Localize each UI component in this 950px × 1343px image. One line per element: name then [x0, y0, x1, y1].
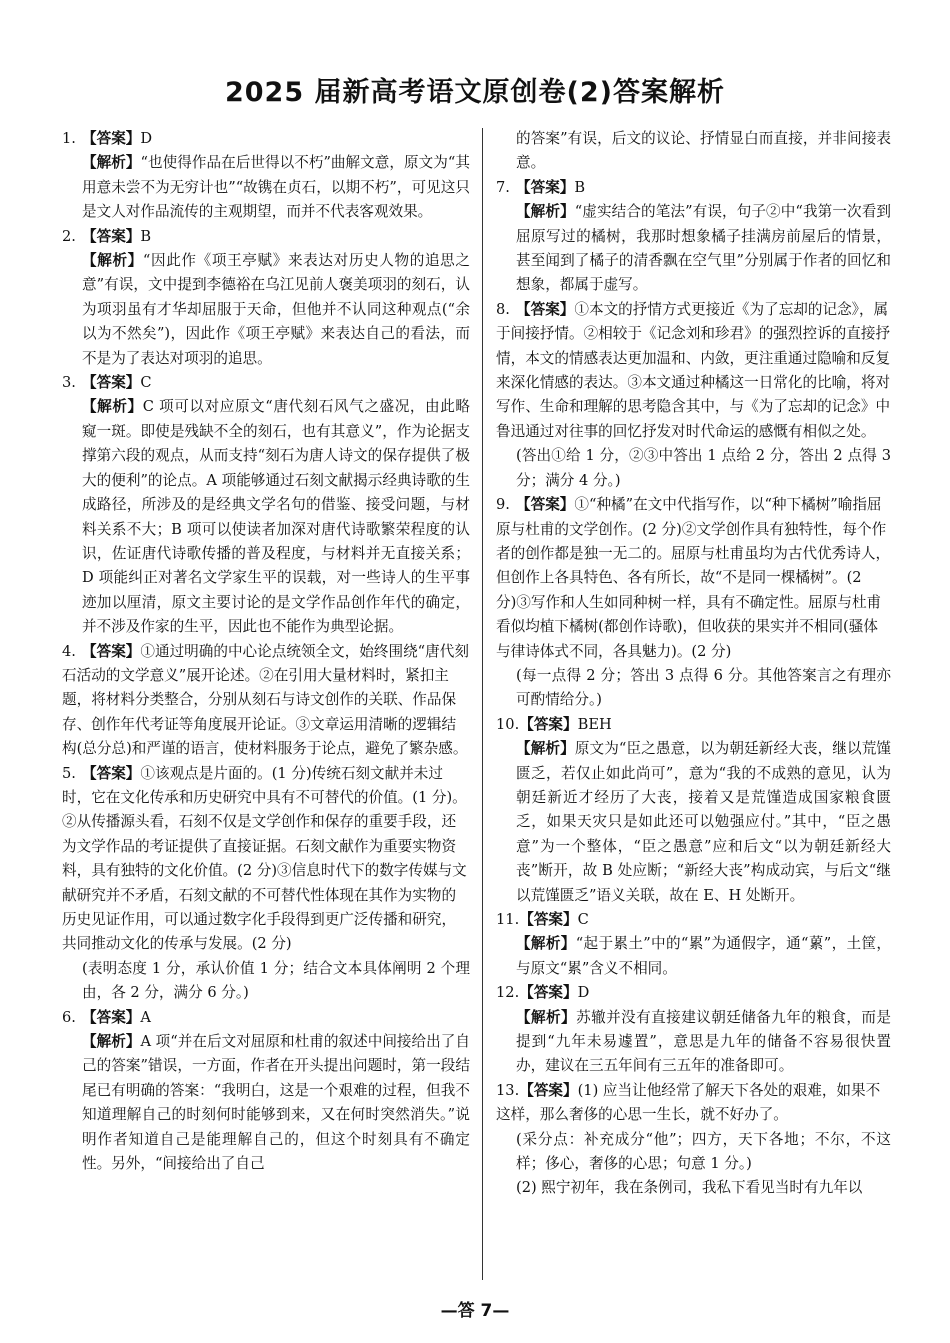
body-text: (采分点：补充成分“他”；四方，天下各地；不尔，不这样；侈心，奢侈的心思；句意 1 分。) — [516, 1130, 891, 1173]
label-tag: 【解析】 — [516, 203, 575, 221]
label-tag: 【解析】 — [82, 398, 143, 416]
label-tag: 【答案】 — [519, 715, 578, 733]
question-number: 2. — [62, 227, 76, 245]
question-number: 3. — [62, 374, 76, 392]
label-tag: 【答案】 — [519, 984, 578, 1002]
body-text: “也使得作品在后世得以不朽”曲解文意，原文为“其用意未尝不为无穷计也”“故镌在贞石，以期不朽”，可见这只是文人对作品流传的主观期望，而并不代表客观效果。 — [82, 154, 470, 221]
label-tag: 【答案】 — [519, 911, 578, 928]
left-column — [62, 127, 470, 1176]
body-text: ①本文的抒情方式更接近《为了忘却的记念》，属于间接抒情。②相较于《记念刘和珍君》的强烈控诉的直接抒情，本文的情感表达更加温和、内敛，更注重通过隐喻和反复来深化情感的表达。③本文通过种橘这一日常化的比喻，将对写作、生命和理解的思考隐含其中，与《为了忘却的记念》中鲁迅通过对往事的回忆抒发对时代命运的感慨有相似之处。 — [496, 300, 891, 440]
body-text: ①该观点是片面的。(1 分)传统石刻文献并未过时，它在文化传承和历史研究中具有不可替代的价值。(1 分)。②从传播源头看，石刻不仅是文学创作和保存的重要手段，还为文学作品的考证提供了直接证据。石刻文献作为重要实物资料，具有独特的文化价值。(2 分)③信息时代下的数字传媒与文献研究并不矛盾，石刻文献的不可替代性体现在其作为实物的历史见证作用，可以通过数字化手段得到更广泛传播和研究，共同推动文化的传承与发展。(2 分) — [62, 764, 467, 953]
page-title: 2025 届新高考语文原创卷(2)答案解析 — [224, 77, 725, 108]
body-text: B — [574, 178, 586, 196]
label-tag: 【解析】 — [82, 154, 141, 172]
answer-explanation — [516, 127, 891, 176]
question-number: 9. — [496, 496, 510, 514]
question-answer — [496, 713, 891, 737]
answer-explanation — [82, 395, 470, 639]
answer-explanation — [82, 249, 470, 371]
question-number: 10. — [496, 715, 520, 733]
question-number: 7. — [496, 178, 510, 196]
question-answer — [62, 762, 470, 957]
body-text: A 项“并在后文对屈原和杜甫的叙述中间接给出了自己的答案”错误，一方面，作者在开头提出问题时，第一段结尾已有明确的答案：“我明白，这是一个艰难的过程，但我不知道理解自己的时刻何时能够到来，又在何时突然消失。”说明作者知道自己是能理解自己的，但这个时刻具有不确定性。另外，“间接给出了自己 — [82, 1033, 470, 1173]
answer-explanation — [516, 1128, 891, 1177]
label-tag: 【解析】 — [516, 1008, 577, 1026]
body-text: D — [140, 130, 153, 147]
answer-explanation — [516, 664, 891, 713]
question-number: 11. — [496, 911, 520, 928]
body-text: BEH — [577, 715, 612, 733]
body-text: “因此作《项王亭赋》来表达对历史人物的追思之意”有误，文中提到李德裕在乌江见前人褒美项羽的刻石，认为项羽虽有才华却屈服于天命，但他并不认同这种观点(“余以为不然矣”)，因此作《项王亭赋》来表达自己的看法，而不是为了表达对项羽的追思。 — [82, 252, 470, 367]
question-answer — [62, 1006, 470, 1030]
answer-explanation — [82, 1030, 470, 1176]
body-text: “起于累土”中的“累”为通假字，通“蔂”，土筐，与原文“累”含义不相同。 — [516, 935, 891, 977]
question-answer — [496, 493, 891, 664]
answer-explanation — [516, 737, 891, 908]
question-answer — [496, 1079, 891, 1128]
body-text: D — [577, 984, 590, 1002]
question-number: 1. — [62, 130, 76, 147]
body-text: C — [140, 374, 152, 392]
label-tag: 【答案】 — [519, 1081, 578, 1099]
body-text: (表明态度 1 分，承认价值 1 分；结合文本具体阐明 2 个理由，各 2 分，满分 6 分。) — [82, 959, 470, 1002]
question-answer — [496, 981, 891, 1005]
body-text: C 项可以对应原文“唐代刻石风气之盛况，由此略窥一斑。即使是残缺不全的刻石，也有其意义”，作为论据支撑第六段的观点，从而支持“刻石为唐人诗文的保存提供了极大的便利”的论点。A 项能够通过石刻文献揭示经典诗歌的生成路径，所涉及的是经典文学名句的借鉴、接受问题，与材料关系不大；B 项可以使读者加深对唐代诗歌繁荣程度的认识，佐证唐代诗歌传播的普及程度，与材料并无直接关系；D 项能纠正对著名文学家生平的误载，对一些诗人的生平事迹加以厘清，原文主要讨论的是文学作品创作年代的确定，并不涉及作家的生平，因此也不能作为典型论据。 — [82, 398, 470, 636]
body-text: (1) 应当让他经常了解天下各处的艰难，如果不这样，那么奢侈的心思一生长，就不好办了。 — [496, 1081, 881, 1124]
question-answer — [496, 908, 891, 932]
label-tag: 【答案】 — [516, 496, 575, 514]
label-tag: 【答案】 — [82, 764, 141, 782]
answer-explanation — [516, 932, 891, 981]
question-number: 6. — [62, 1008, 76, 1026]
body-text: (2) 熙宁初年，我在条例司，我私下看见当时有九年以 — [516, 1179, 863, 1197]
answer-explanation — [516, 1006, 891, 1079]
label-tag: 【答案】 — [82, 1008, 141, 1026]
body-text: (答出①给 1 分，②③中答出 1 点给 2 分，答出 2 点得 3 分；满分 4 分。) — [516, 447, 891, 489]
body-text: 苏辙并没有直接建议朝廷储备九年的粮食，而是提到“九年未易遽置”，意思是九年的储备不容易很快置办，建议在三五年间有三五年的准备即可。 — [516, 1008, 891, 1075]
label-tag: 【答案】 — [82, 227, 141, 245]
body-text: B — [140, 227, 152, 245]
label-tag: 【答案】 — [516, 300, 575, 318]
label-tag: 【答案】 — [516, 178, 575, 196]
answer-explanation — [516, 1176, 891, 1200]
answer-explanation — [82, 957, 470, 1006]
body-text: ①通过明确的中心论点统领全文，始终围绕“唐代刻石活动的文学意义”展开论述。②在引用大量材料时，紧扣主题，将材料分类整合，分别从刻石与诗文创作的关联、作品保存、创作年代考证等角度展开论证。③文章运用清晰的逻辑结构(总分总)和严谨的语言，使材料服务于论点，避免了繁杂感。 — [62, 642, 469, 758]
question-number: 12. — [496, 984, 520, 1002]
label-tag: 【答案】 — [82, 374, 141, 392]
question-number: 13. — [496, 1081, 520, 1099]
label-tag: 【解析】 — [516, 740, 575, 758]
question-number: 4. — [62, 642, 76, 660]
body-text: A — [140, 1008, 151, 1026]
label-tag: 【答案】 — [82, 642, 141, 660]
question-answer — [496, 298, 891, 444]
question-answer — [62, 640, 470, 762]
question-number: 8. — [496, 300, 510, 318]
question-answer — [62, 225, 470, 249]
question-answer — [496, 176, 891, 200]
answer-explanation — [516, 200, 891, 298]
label-tag: 【解析】 — [516, 935, 576, 953]
body-text: ①“种橘”在文中代指写作，以“种下橘树”喻指屈原与杜甫的文学创作。(2 分)②文学创作具有独特性，每个作者的创作都是独一无二的。屈原与杜甫虽均为古代优秀诗人，但创作上各具特色、各有所长，故“不是同一棵橘树”。(2 分)③写作和人生如同种树一样，具有不确定性。屈原与杜甫看似均植下橘树(都创作诗歌)，但收获的果实并不相同(骚体与律诗体式不同，各具魅力)。(2 分) — [496, 496, 891, 660]
page-number: —答 7— — [440, 1301, 510, 1321]
body-text: (每一点得 2 分；答出 3 点得 6 分。其他答案言之有理亦可酌情给分。) — [516, 666, 891, 709]
label-tag: 【解析】 — [82, 1033, 141, 1051]
question-answer — [62, 127, 470, 151]
answer-explanation — [516, 444, 891, 493]
question-answer — [62, 371, 470, 395]
label-tag: 【答案】 — [82, 130, 141, 147]
body-text: C — [577, 911, 589, 928]
body-text: “虚实结合的笔法”有误，句子②中“我第一次看到屈原写过的橘树，我那时想象橘子挂满房前屋后的情景，甚至闻到了橘子的清香飘在空气里”分别属于作者的回忆和想象，都属于虚写。 — [516, 203, 891, 294]
right-column — [496, 127, 891, 1201]
label-tag: 【解析】 — [82, 252, 143, 270]
body-text: 的答案”有误，后文的议论、抒情显白而直接，并非间接表意。 — [516, 130, 891, 172]
column-divider — [482, 128, 483, 1280]
answer-explanation — [82, 151, 470, 224]
body-text: 原文为“臣之愚意，以为朝廷新经大丧，继以荒馑匮乏，若仅止如此尚可”，意为“我的不成熟的意见，认为朝廷新近才经历了大丧，接着又是荒馑造成国家粮食匮乏，如果天灾只是如此还可以勉强应付。”其中，“臣之愚意”为一个整体，“臣之愚意”应和后文“以为朝廷新经大丧”断开，故 B 处应断；“新经大丧”构成动宾，与后文“继以荒馑匮乏”语义关联，故在 E、H 处断开。 — [516, 740, 891, 904]
question-number: 5. — [62, 764, 76, 782]
